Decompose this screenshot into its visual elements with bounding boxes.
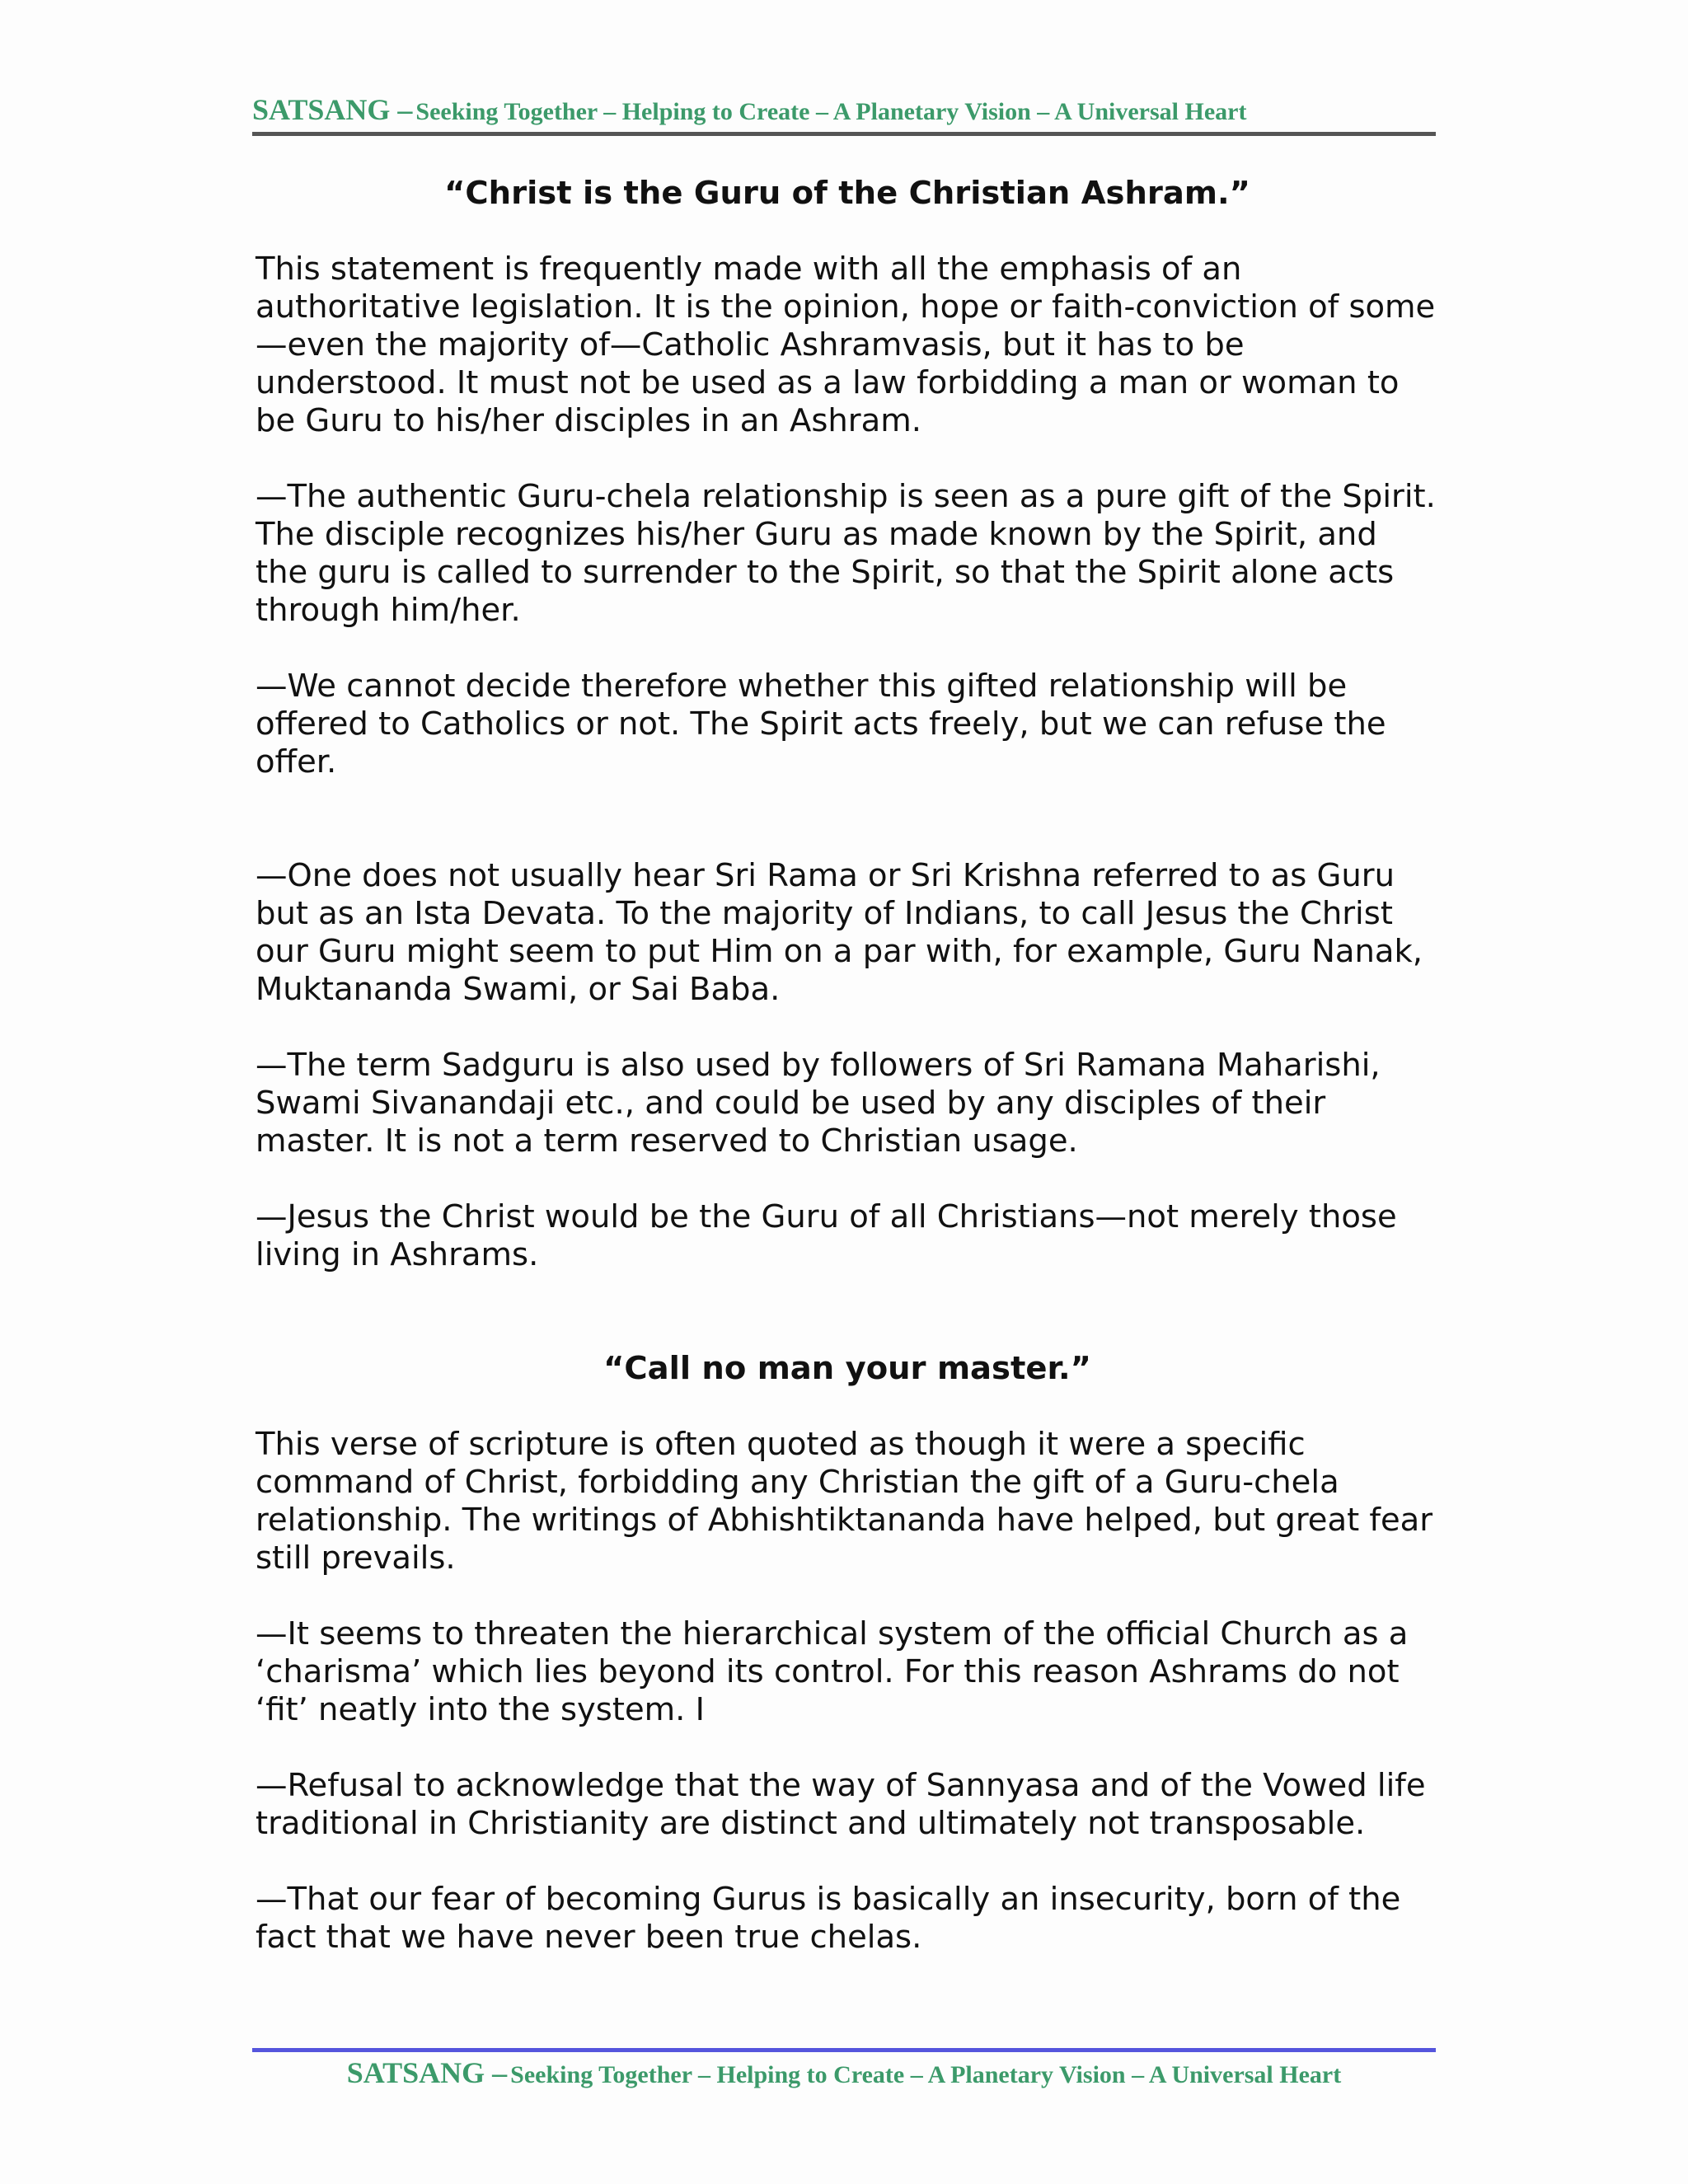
paragraph: —It seems to threaten the hierarchical system of the official Church as a ‘charisma’ which lies beyond its control. For this reason Ashrams do not ‘fit’ neatly into the system. I — [256, 1615, 1409, 1728]
paragraph: This verse of scripture is often quoted as though it were a specific command of Christ, forbidding any Christian the gift of a Guru-chela relationship. The writings of Abhishtiktananda have helped, but great fear still prevails. — [256, 1426, 1433, 1577]
section-heading-master: “Call no man your master.” — [603, 1350, 1091, 1387]
section-heading-guru: “Christ is the Guru of the Christian Ashram.” — [444, 175, 1250, 212]
header-tagline: Seeking Together – Helping to Create – A Planetary Vision – A Universal Heart — [415, 98, 1247, 125]
paragraph: —Jesus the Christ would be the Guru of all Christians—not merely those living in Ashrams. — [256, 1198, 1397, 1273]
paragraph: This statement is frequently made with all the emphasis of an authoritative legislation. It is the opinion, hope or faith-conviction of some—even the majority of—Catholic Ashramvasis, but it has to be understood. It must not be used as a law forbidding a man or woman to be Guru to his/her disciples in an Ashram. — [256, 251, 1436, 439]
header-brand: SATSANG – — [252, 93, 413, 126]
paragraph: —The authentic Guru-chela relationship is seen as a pure gift of the Spirit. The disciple recognizes his/her Guru as made known by the Spirit, and the guru is called to surrender to the Spirit, so that the Spirit alone acts through him/her. — [256, 478, 1436, 629]
paragraph: —The term Sadguru is also used by followers of Sri Ramana Maharishi, Swami Sivanandaji etc., and could be used by any disciples of their master. It is not a term reserved to Christian usage. — [256, 1047, 1381, 1160]
paragraph: —That our fear of becoming Gurus is basically an insecurity, born of the fact that we have never been true chelas. — [256, 1881, 1401, 1956]
footer-tagline: Seeking Together – Helping to Create – A Planetary Vision – A Universal Heart — [510, 2061, 1342, 2088]
page-footer — [252, 2055, 1436, 2090]
document-body — [256, 175, 1439, 1957]
paragraph: —We cannot decide therefore whether this gifted relationship will be offered to Catholics or not. The Spirit acts freely, but we can refuse the offer. — [256, 668, 1386, 780]
paragraph: —Refusal to acknowledge that the way of Sannyasa and of the Vowed life traditional in Christianity are distinct and ultimately not transposable. — [256, 1767, 1426, 1842]
footer-brand: SATSANG – — [346, 2056, 508, 2089]
page-header — [252, 92, 1436, 136]
paragraph: —One does not usually hear Sri Rama or Sri Krishna referred to as Guru but as an Ista Devata. To the majority of Indians, to call Jesus the Christ our Guru might seem to put Him on a par with, for example, Guru Nanak, Muktananda Swami, or Sai Baba. — [256, 857, 1423, 1008]
footer-divider — [252, 2048, 1436, 2052]
